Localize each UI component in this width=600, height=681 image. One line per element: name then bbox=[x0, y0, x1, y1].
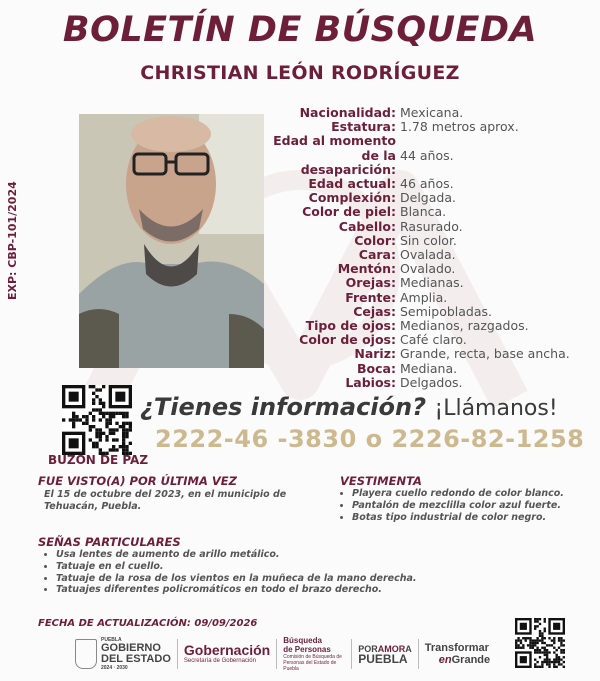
bus-sub: Comisión de Búsqueda de Personas del Estado de Puebla bbox=[283, 654, 342, 672]
last-seen-title: FUE VISTO(A) POR ÚLTIMA VEZ bbox=[38, 474, 237, 488]
list-item: • Tatuaje en el cuello. bbox=[56, 561, 417, 573]
detail-label: Nariz: bbox=[354, 346, 396, 362]
phone-numbers[interactable]: 2222-46 -3830 o 2226-82-1258 bbox=[155, 425, 585, 453]
detail-row bbox=[268, 149, 600, 177]
detail-row bbox=[268, 305, 600, 319]
person-name: CHRISTIAN LEÓN RODRÍGUEZ bbox=[140, 62, 460, 84]
detail-label: Mentón: bbox=[337, 261, 396, 277]
detail-label: Boca: bbox=[357, 360, 396, 376]
detail-label: Nacionalidad: bbox=[299, 105, 396, 120]
detail-label: Color de ojos: bbox=[299, 332, 396, 348]
detail-value bbox=[400, 134, 600, 148]
buzon-label: BUZÓN DE PAZ bbox=[48, 453, 149, 467]
detail-row bbox=[268, 319, 600, 333]
features-list bbox=[44, 549, 417, 596]
list-item: • Usa lentes de aumento de arillo metálico. bbox=[56, 549, 417, 561]
trans-en: en bbox=[438, 654, 452, 666]
detail-row bbox=[268, 276, 600, 290]
detail-value: Delgados. bbox=[400, 374, 463, 390]
detail-row bbox=[268, 106, 600, 120]
gov-years: 2024 · 2030 bbox=[101, 665, 128, 671]
qr-code-icon[interactable] bbox=[515, 618, 565, 668]
detail-label: de la desaparición: bbox=[300, 147, 396, 177]
gov-line2: DEL ESTADO bbox=[101, 653, 171, 665]
last-seen-line1: El 15 de octubre del 2023, en el municipio de bbox=[44, 489, 287, 500]
detail-label: Complexión: bbox=[308, 190, 396, 206]
detail-label: Edad actual: bbox=[308, 176, 396, 192]
detail-row bbox=[268, 291, 600, 305]
detail-value: Delgada. bbox=[400, 190, 456, 206]
list-item: • Playera cuello redondo de color blanco. bbox=[352, 488, 564, 500]
detail-label: Orejas: bbox=[345, 275, 396, 291]
gov-small: PUEBLA bbox=[101, 637, 122, 643]
detail-value: 46 años. bbox=[400, 176, 454, 192]
gov-line1: GOBIERNO bbox=[101, 642, 161, 654]
detail-row bbox=[268, 134, 600, 148]
detail-label: Cara: bbox=[358, 247, 396, 263]
bus-line1: Búsqueda bbox=[283, 636, 322, 645]
detail-row bbox=[268, 177, 600, 191]
amor-post: A bbox=[405, 644, 412, 654]
last-seen-line2: Tehuacán, Puebla. bbox=[44, 501, 142, 512]
case-number: EXP: CBP-101/2024 bbox=[6, 181, 19, 300]
detail-value: Semipobladas. bbox=[400, 303, 493, 319]
footer-logos bbox=[75, 637, 490, 671]
bus-line2: de Personas bbox=[283, 645, 331, 654]
detail-value: Rasurado. bbox=[400, 218, 463, 234]
detail-label: Color: bbox=[354, 232, 396, 248]
divider bbox=[276, 639, 277, 669]
por-amor-logo bbox=[358, 644, 412, 664]
busqueda-logo bbox=[283, 636, 345, 672]
detail-row bbox=[268, 248, 600, 262]
detail-row bbox=[268, 333, 600, 347]
last-seen-text bbox=[44, 489, 286, 513]
detail-value: Blanca. bbox=[400, 204, 447, 220]
detail-row bbox=[268, 262, 600, 276]
qr-code-icon[interactable] bbox=[62, 385, 132, 455]
shield-icon bbox=[75, 639, 97, 669]
detail-value: Café claro. bbox=[400, 332, 467, 348]
gobierno-logo bbox=[75, 637, 171, 671]
detail-value: Medianos, razgados. bbox=[400, 318, 529, 334]
amor-pre: POR bbox=[358, 644, 378, 654]
detail-value: Ovalada. bbox=[400, 247, 456, 263]
divider bbox=[351, 639, 352, 669]
person-photo bbox=[79, 114, 264, 368]
clothing-list bbox=[340, 488, 564, 523]
detail-value: Amplia. bbox=[400, 289, 448, 305]
divider bbox=[418, 639, 419, 669]
detail-label: Tipo de ojos: bbox=[305, 318, 396, 334]
amor-line2: PUEBLA bbox=[358, 652, 408, 666]
list-item: • Tatuajes diferentes policromáticos en todo el brazo derecho. bbox=[56, 584, 417, 596]
detail-value: Ovalado. bbox=[400, 261, 456, 277]
detail-row bbox=[268, 362, 600, 376]
detail-value: 44 años. bbox=[400, 147, 454, 163]
detail-value: Mediana. bbox=[400, 360, 458, 376]
features-title: SEÑAS PARTICULARES bbox=[38, 535, 181, 549]
detail-label: Frente: bbox=[345, 289, 396, 305]
detail-row bbox=[268, 120, 600, 134]
detail-row bbox=[268, 234, 600, 248]
physical-details bbox=[268, 106, 600, 390]
detail-value: Sin color. bbox=[400, 232, 457, 248]
detail-row bbox=[268, 376, 600, 390]
transformar-logo bbox=[425, 642, 490, 666]
page-title: BOLETÍN DE BÚSQUEDA bbox=[62, 10, 538, 50]
trans-grande: Grande bbox=[451, 654, 491, 666]
gobernacion-logo bbox=[184, 643, 270, 665]
detail-label: Estatura: bbox=[331, 119, 396, 135]
update-date: FECHA DE ACTUALIZACIÓN: 09/09/2026 bbox=[38, 618, 258, 629]
detail-label: Cejas: bbox=[353, 303, 396, 319]
amor-word: AMOR bbox=[377, 644, 406, 654]
detail-label: Cabello: bbox=[338, 218, 396, 234]
divider bbox=[177, 639, 178, 669]
detail-row bbox=[268, 220, 600, 234]
detail-value: Medianas. bbox=[400, 275, 464, 291]
detail-row bbox=[268, 347, 600, 361]
detail-value: Mexicana. bbox=[400, 105, 464, 120]
info-question bbox=[140, 393, 558, 421]
call-us-text: ¡Llámanos! bbox=[434, 396, 558, 421]
trans-line1: Transformar bbox=[424, 642, 489, 654]
clothing-title: VESTIMENTA bbox=[340, 474, 422, 488]
list-item: • Pantalón de mezclilla color azul fuerte. bbox=[352, 500, 564, 512]
detail-value: 1.78 metros aprox. bbox=[400, 119, 519, 135]
list-item: • Botas tipo industrial de color negro. bbox=[352, 512, 564, 524]
detail-label: Color de piel: bbox=[302, 204, 396, 220]
list-item: • Tatuaje de la rosa de los vientos en la muñeca de la mano derecha. bbox=[56, 573, 417, 585]
detail-label: Labios: bbox=[345, 374, 396, 390]
detail-value: Grande, recta, base ancha. bbox=[400, 346, 570, 362]
detail-row bbox=[268, 191, 600, 205]
info-question-text: ¿Tienes información? bbox=[140, 393, 427, 421]
detail-label: Edad al momento bbox=[273, 133, 396, 149]
gob-title: Gobernación bbox=[183, 642, 271, 658]
gob-sub: Secretaría de Gobernación bbox=[183, 658, 256, 664]
detail-row bbox=[268, 205, 600, 219]
